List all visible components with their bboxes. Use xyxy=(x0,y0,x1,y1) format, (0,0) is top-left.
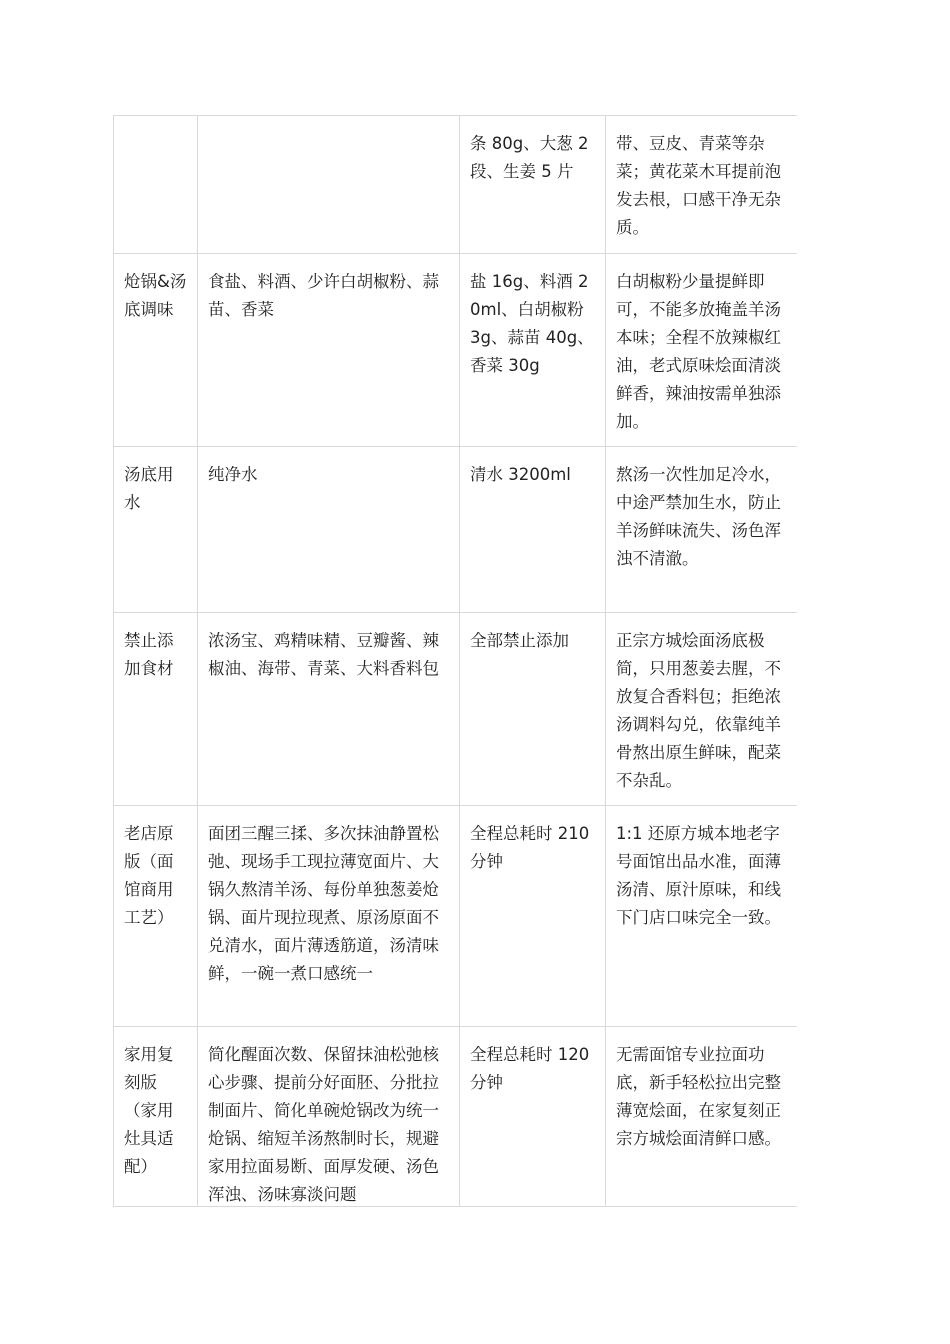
cell-amount: 全部禁止添加 xyxy=(460,613,606,806)
cell-item: 炝锅&汤底调味 xyxy=(114,254,198,447)
table-row xyxy=(114,254,798,447)
cell-ingredients: 浓汤宝、鸡精味精、豆瓣酱、辣椒油、海带、青菜、大料香料包 xyxy=(198,613,460,806)
cell-amount: 盐 16g、料酒 20ml、白胡椒粉 3g、蒜苗 40g、香菜 30g xyxy=(460,254,606,447)
cell-item: 禁止添加食材 xyxy=(114,613,198,806)
cell-amount: 条 80g、大葱 2 段、生姜 5 片 xyxy=(460,116,606,254)
cell-ingredients: 简化醒面次数、保留抹油松弛核心步骤、提前分好面胚、分批拉制面片、简化单碗炝锅改为统一炝锅、缩短羊汤熬制时长，规避家用拉面易断、面厚发硬、汤色浑浊、汤味寡淡问题 xyxy=(198,1027,460,1208)
table-row xyxy=(114,1027,798,1208)
table-row xyxy=(114,613,798,806)
table-row xyxy=(114,116,798,254)
cell-note: 1:1 还原方城本地老字号面馆出品水准，面薄汤清、原汁原味，和线下门店口味完全一致。 xyxy=(606,806,798,1027)
cell-item: 汤底用水 xyxy=(114,447,198,613)
cell-ingredients: 纯净水 xyxy=(198,447,460,613)
table-row xyxy=(114,806,798,1027)
cell-ingredients: 面团三醒三揉、多次抹油静置松弛、现场手工现拉薄宽面片、大锅久熬清羊汤、每份单独葱姜炝锅、面片现拉现煮、原汤原面不兑清水，面片薄透筋道，汤清味鲜，一碗一煮口感统一 xyxy=(198,806,460,1027)
cell-ingredients: 食盐、料酒、少许白胡椒粉、蒜苗、香菜 xyxy=(198,254,460,447)
recipe-table xyxy=(113,115,797,1207)
cell-amount: 清水 3200ml xyxy=(460,447,606,613)
cell-note: 熬汤一次性加足冷水，中途严禁加生水，防止羊汤鲜味流失、汤色浑浊不清澈。 xyxy=(606,447,798,613)
cell-note: 白胡椒粉少量提鲜即可，不能多放掩盖羊汤本味；全程不放辣椒红油，老式原味烩面清淡鲜香，辣油按需单独添加。 xyxy=(606,254,798,447)
cell-item xyxy=(114,116,198,254)
cell-item: 家用复刻版（家用灶具适配） xyxy=(114,1027,198,1208)
cell-note: 无需面馆专业拉面功底，新手轻松拉出完整薄宽烩面，在家复刻正宗方城烩面清鲜口感。 xyxy=(606,1027,798,1208)
table-row xyxy=(114,447,798,613)
cell-item: 老店原版（面馆商用工艺） xyxy=(114,806,198,1027)
recipe-table-container xyxy=(113,115,797,1207)
cell-amount: 全程总耗时 210 分钟 xyxy=(460,806,606,1027)
cell-note: 正宗方城烩面汤底极简，只用葱姜去腥，不放复合香料包；拒绝浓汤调料勾兑，依靠纯羊骨熬出原生鲜味，配菜不杂乱。 xyxy=(606,613,798,806)
cell-amount: 全程总耗时 120 分钟 xyxy=(460,1027,606,1208)
cell-ingredients xyxy=(198,116,460,254)
cell-note: 带、豆皮、青菜等杂菜；黄花菜木耳提前泡发去根，口感干净无杂质。 xyxy=(606,116,798,254)
